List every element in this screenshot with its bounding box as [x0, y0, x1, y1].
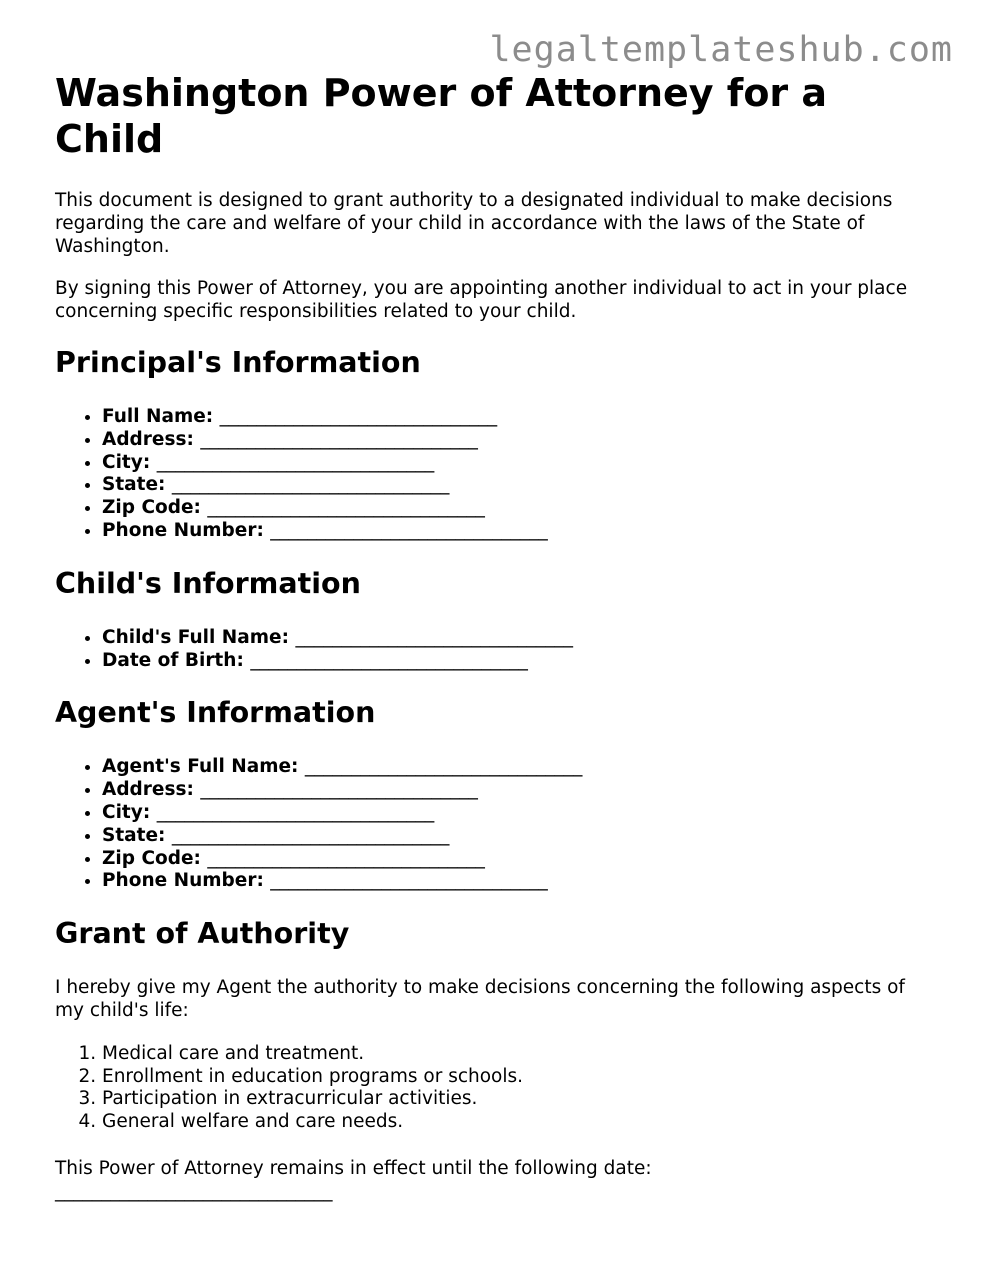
- authority-list: [55, 1043, 935, 1134]
- child-fields: [55, 627, 935, 673]
- field-agent-city: • City: ______________________________: [102, 802, 935, 825]
- field-date-of-birth: • Date of Birth: ______________________________: [102, 650, 935, 673]
- fill-blank[interactable]: ______________________________: [200, 779, 478, 801]
- fill-blank[interactable]: ______________________________: [207, 497, 485, 519]
- authority-item: 4. General welfare and care needs.: [102, 1111, 935, 1134]
- document-title: Washington Power of Attorney for a Child: [55, 71, 828, 161]
- fill-blank[interactable]: ______________________________: [171, 474, 450, 496]
- fill-blank[interactable]: ______________________________: [295, 626, 573, 648]
- authority-item: 1. Medical care and treatment.: [102, 1043, 935, 1066]
- field-full-name: • Full Name: ______________________________: [102, 406, 935, 429]
- fill-blank[interactable]: ______________________________: [156, 451, 435, 473]
- field-city: • City: ______________________________: [102, 452, 935, 475]
- watermark: legaltemplateshub.com: [489, 30, 953, 70]
- fill-blank[interactable]: ______________________________: [207, 847, 485, 869]
- fill-blank[interactable]: ______________________________: [304, 756, 583, 778]
- principal-fields: [55, 406, 935, 543]
- field-zip-code: • Zip Code: ______________________________: [102, 497, 935, 520]
- fill-blank[interactable]: ______________________________: [270, 519, 548, 541]
- child-heading: Child's Information: [55, 566, 361, 600]
- field-state: • State: ______________________________: [102, 474, 935, 497]
- authority-item: 2. Enrollment in education programs or schools.: [102, 1066, 935, 1089]
- fill-blank[interactable]: ______________________________: [171, 824, 450, 846]
- intro-paragraph-1: This document is designed to grant authority to a designated individual to make decisions regarding the care and welfare of your child in accordance with the laws of the State of Washington.: [55, 190, 893, 257]
- authority-item: 3. Participation in extracurricular activities.: [102, 1088, 935, 1111]
- fill-blank[interactable]: ______________________________: [200, 428, 478, 450]
- intro-paragraph-2: By signing this Power of Attorney, you are appointing another individual to act in your place concerning specific responsibilities related to your child.: [55, 278, 908, 323]
- field-phone-number: • Phone Number: ______________________________: [102, 520, 935, 543]
- agent-fields: [55, 756, 935, 893]
- grant-intro: I hereby give my Agent the authority to make decisions concerning the following aspects of my child's life:: [55, 977, 905, 1021]
- field-agent-full-name: • Agent's Full Name: ______________________________: [102, 756, 935, 779]
- grant-heading: Grant of Authority: [55, 917, 350, 951]
- fill-blank[interactable]: ______________________________: [270, 870, 548, 892]
- fill-blank[interactable]: ______________________________: [250, 649, 528, 671]
- field-agent-zip-code: • Zip Code: ______________________________: [102, 848, 935, 871]
- principal-heading: Principal's Information: [55, 345, 421, 379]
- field-child-full-name: • Child's Full Name: ______________________________: [102, 627, 935, 650]
- agent-heading: Agent's Information: [55, 696, 376, 730]
- field-agent-phone-number: • Phone Number: ______________________________: [102, 870, 935, 893]
- document-page: [55, 70, 935, 1204]
- field-address: • Address: ______________________________: [102, 429, 935, 452]
- field-agent-state: • State: ______________________________: [102, 825, 935, 848]
- end-date-blank[interactable]: ______________________________: [55, 1180, 333, 1202]
- fill-blank[interactable]: ______________________________: [156, 801, 435, 823]
- fill-blank[interactable]: ______________________________: [219, 405, 498, 427]
- effect-statement: This Power of Attorney remains in effect until the following date:: [55, 1157, 652, 1179]
- field-agent-address: • Address: ______________________________: [102, 779, 935, 802]
